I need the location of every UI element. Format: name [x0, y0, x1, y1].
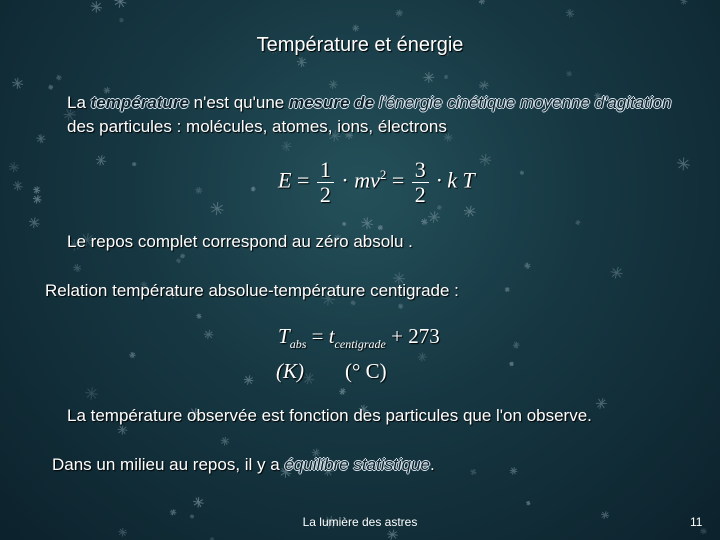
equilibrium-period: .: [429, 455, 435, 474]
star-decoration: [282, 141, 292, 151]
star-decoration: [444, 75, 448, 79]
star-decoration: [601, 511, 609, 519]
star-decoration: [193, 497, 203, 507]
eq2-equals: =: [311, 324, 324, 348]
slide-number: 11: [690, 515, 703, 529]
star-decoration: [176, 259, 181, 264]
temperature-relation-equation: [278, 324, 440, 352]
slide-title: Température et énergie: [256, 34, 464, 56]
star-decoration: [96, 155, 106, 165]
eq2-t-subscript: centigrade: [334, 337, 386, 352]
star-decoration: [464, 206, 475, 217]
star-decoration: [339, 388, 346, 395]
relation-statement: Relation température absolue-température centigrade :: [45, 281, 459, 300]
term-equilibre-statistique: équilibre statistique: [284, 455, 430, 474]
star-decoration: [566, 9, 574, 18]
definition-line-1: [67, 93, 672, 113]
star-decoration: [505, 287, 510, 292]
unit-kelvin: [276, 359, 304, 384]
observed-statement: La température observée est fonction des particules que l'on observe.: [67, 406, 592, 425]
star-decoration: [428, 211, 440, 223]
star-decoration: [526, 501, 530, 505]
star-decoration: [119, 18, 124, 23]
star-decoration: [509, 362, 514, 366]
star-decoration: [398, 304, 403, 309]
star-decoration: [251, 187, 256, 192]
star-decoration: [48, 85, 53, 90]
star-decoration: [510, 467, 517, 474]
star-decoration: [479, 81, 489, 90]
star-decoration: [221, 437, 229, 446]
star-decoration: [195, 187, 202, 194]
eq-kT: · k T: [436, 167, 475, 193]
unit-celsius-label: (° C): [345, 359, 387, 383]
star-decoration: [114, 0, 126, 8]
star-decoration: [524, 263, 530, 269]
unit-kelvin-label: (K): [276, 359, 304, 383]
star-decoration: [91, 1, 102, 13]
frac1-numerator: 1: [317, 158, 334, 183]
star-decoration: [418, 353, 427, 362]
star-decoration: [471, 469, 477, 475]
star-decoration: [118, 425, 128, 435]
star-decoration: [378, 225, 383, 230]
star-decoration: [352, 25, 359, 32]
star-decoration: [681, 0, 688, 5]
star-decoration: [297, 57, 307, 67]
eq-exponent: 2: [379, 167, 387, 183]
star-decoration: [12, 78, 23, 89]
star-decoration: [13, 181, 23, 191]
star-decoration: [190, 514, 194, 518]
definition-prefix: La: [67, 93, 91, 112]
star-decoration: [479, 154, 491, 166]
star-decoration: [36, 134, 45, 143]
frac2-numerator: 3: [412, 158, 429, 183]
star-decoration: [33, 195, 42, 204]
star-decoration: [329, 80, 338, 89]
star-decoration: [129, 352, 135, 358]
fraction-one-half: [317, 158, 334, 207]
eq-equals-2: =: [391, 167, 405, 193]
star-decoration: [303, 373, 314, 384]
star-decoration: [170, 509, 176, 515]
eq-mv: mv: [354, 167, 380, 193]
rest-statement: Le repos complet correspond au zéro absolu .: [67, 232, 413, 251]
star-decoration: [73, 264, 81, 272]
star-decoration: [132, 162, 136, 166]
star-decoration: [566, 71, 572, 77]
eq-dot: ·: [341, 167, 349, 193]
eq-equals: =: [296, 167, 310, 193]
equilibrium-statement: [52, 455, 435, 475]
frac2-denominator: 2: [414, 182, 426, 207]
kinetic-energy-equation: [278, 158, 475, 207]
star-decoration: [513, 342, 520, 349]
footer-title: La lumière des astres: [302, 515, 418, 529]
star-decoration: [85, 387, 97, 399]
star-decoration: [520, 171, 524, 175]
star-decoration: [677, 158, 690, 171]
eq2-t: t: [328, 324, 335, 348]
star-decoration: [119, 528, 127, 537]
star-decoration: [29, 217, 39, 228]
star-decoration: [396, 10, 403, 17]
equilibrium-prefix: Dans un milieu au repos, il y a: [52, 455, 285, 474]
star-decoration: [423, 72, 434, 83]
star-decoration: [361, 217, 373, 229]
star-decoration: [196, 314, 201, 319]
eq2-T: T: [278, 324, 290, 348]
eq2-T-subscript: abs: [289, 337, 307, 352]
term-mesure-de: mesure de: [288, 93, 375, 112]
term-temperature: température: [90, 93, 189, 112]
star-decoration: [204, 330, 214, 339]
star-decoration: [421, 219, 428, 226]
star-decoration: [479, 0, 485, 5]
star-decoration: [56, 75, 62, 81]
star-decoration: [611, 267, 623, 279]
star-decoration: [244, 375, 253, 384]
definition-middle-1: n'est qu'une: [188, 93, 289, 112]
star-decoration: [211, 202, 224, 215]
fraction-three-halves: [412, 158, 429, 207]
star-decoration: [596, 398, 607, 408]
star-decoration: [342, 222, 346, 226]
star-decoration: [9, 162, 19, 172]
unit-celsius: [345, 359, 387, 384]
star-decoration: [33, 186, 40, 193]
frac1-denominator: 2: [319, 182, 331, 207]
star-decoration: [387, 530, 397, 540]
eq-lhs: E: [278, 167, 292, 193]
definition-line-2: des particules : molécules, atomes, ions, électrons: [67, 117, 447, 136]
star-decoration: [180, 254, 185, 259]
eq2-plus-273: + 273: [391, 324, 440, 348]
term-energie-cinetique: l'énergie cinétique moyenne d'agitation: [378, 93, 672, 112]
star-decoration: [576, 220, 581, 225]
